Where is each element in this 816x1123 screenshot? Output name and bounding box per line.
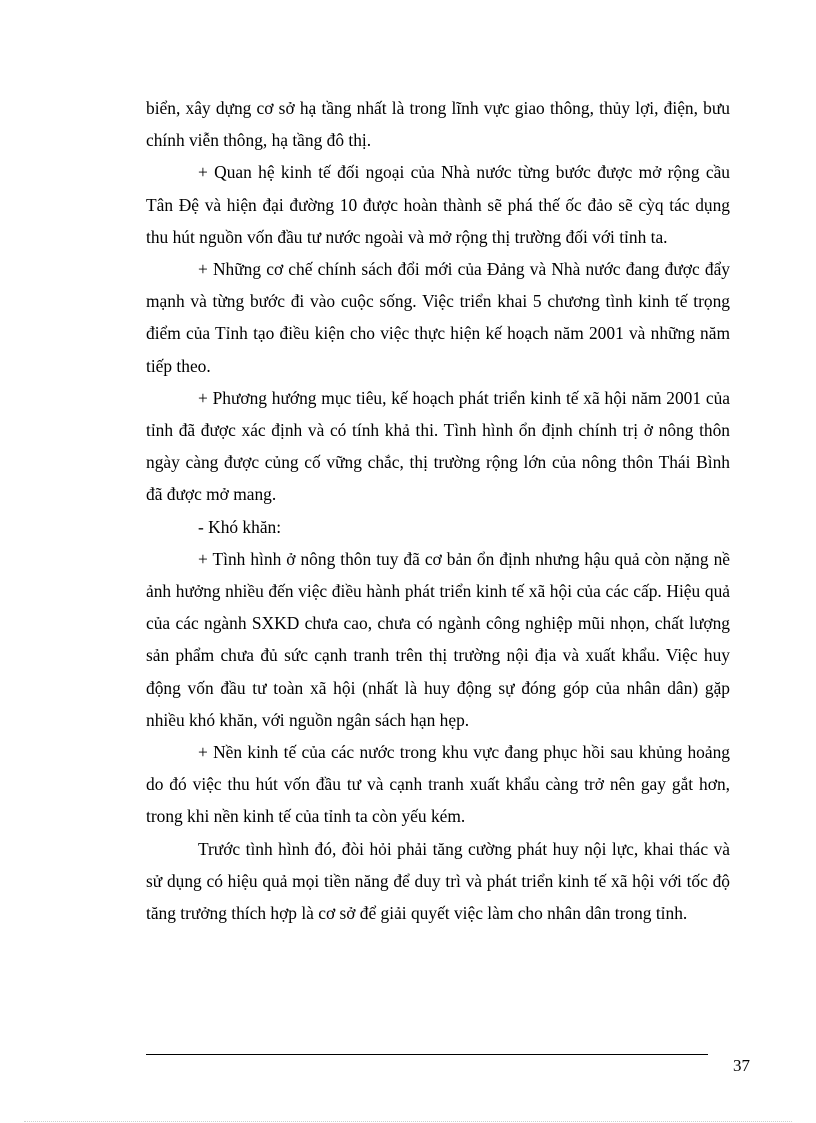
paragraph-6: + Tình hình ở nông thôn tuy đã cơ bản ổn định nhưng hậu quả còn nặng nề ảnh hưởng nhiều đến việc điều hành phát triển kinh tế xã hội của các cấp. Hiệu quả của các ngành SXKD chưa cao, chưa có ngành công nghiệp mũi nhọn, chất lượng sản phẩm chưa đủ sức cạnh tranh trên thị trường nội địa và xuất khẩu. Việc huy động vốn đầu tư toàn xã hội (nhất là huy động sự đóng góp của nhân dân) gặp nhiều khó khăn, với nguồn ngân sách hạn hẹp. <box>146 548 730 730</box>
paragraph-7: + Nền kinh tế của các nước trong khu vực đang phục hồi sau khủng hoảng do đó việc thu hút vốn đầu tư và cạnh tranh xuất khẩu càng trở nên gay gắt hơn, trong khi nền kinh tế của tỉnh ta còn yếu kém. <box>146 742 730 827</box>
paragraph-5-heading: - Khó khăn: <box>198 516 282 537</box>
page-bottom-border <box>24 1121 792 1122</box>
paragraph-8: Trước tình hình đó, đòi hỏi phải tăng cường phát huy nội lực, khai thác và sử dụng có hiệu quả mọi tiền năng để duy trì và phát triển kinh tế xã hội với tốc độ tăng trưởng thích hợp là cơ sở để giải quyết việc làm cho nhân dân trong tỉnh. <box>146 838 730 924</box>
paragraph-4: + Phương hướng mục tiêu, kế hoạch phát triển kinh tế xã hội năm 2001 của tỉnh đã được xác định và có tính khả thi. Tình hình ổn định chính trị ở nông thôn ngày càng được củng cố vững chắc, thị trường rộng lớn của nông thôn Thái Bình đã được mở mang. <box>146 387 730 505</box>
page-number: 37 <box>733 1056 750 1075</box>
paragraph-2: + Quan hệ kinh tế đối ngoại của Nhà nước từng bước được mở rộng cầu Tân Đệ và hiện đại đường 10 được hoàn thành sẽ phá thế ốc đảo sẽ cỳq tác dụng thu hút nguồn vốn đầu tư nước ngoài và mở rộng thị trường đối với tỉnh ta. <box>146 162 730 247</box>
body-text <box>146 92 730 929</box>
paragraph-1: biển, xây dựng cơ sở hạ tầng nhất là trong lĩnh vực giao thông, thủy lợi, điện, bưu chính viễn thông, hạ tầng đô thị. <box>146 98 730 151</box>
paragraph-3: + Những cơ chế chính sách đổi mới của Đảng và Nhà nước đang được đẩy mạnh và từng bước đi vào cuộc sống. Việc triển khai 5 chương tình kinh tế trọng điểm của Tỉnh tạo điều kiện cho việc thực hiện kế hoạch năm 2001 và những năm tiếp theo. <box>146 259 730 376</box>
footer-divider <box>146 1054 708 1055</box>
